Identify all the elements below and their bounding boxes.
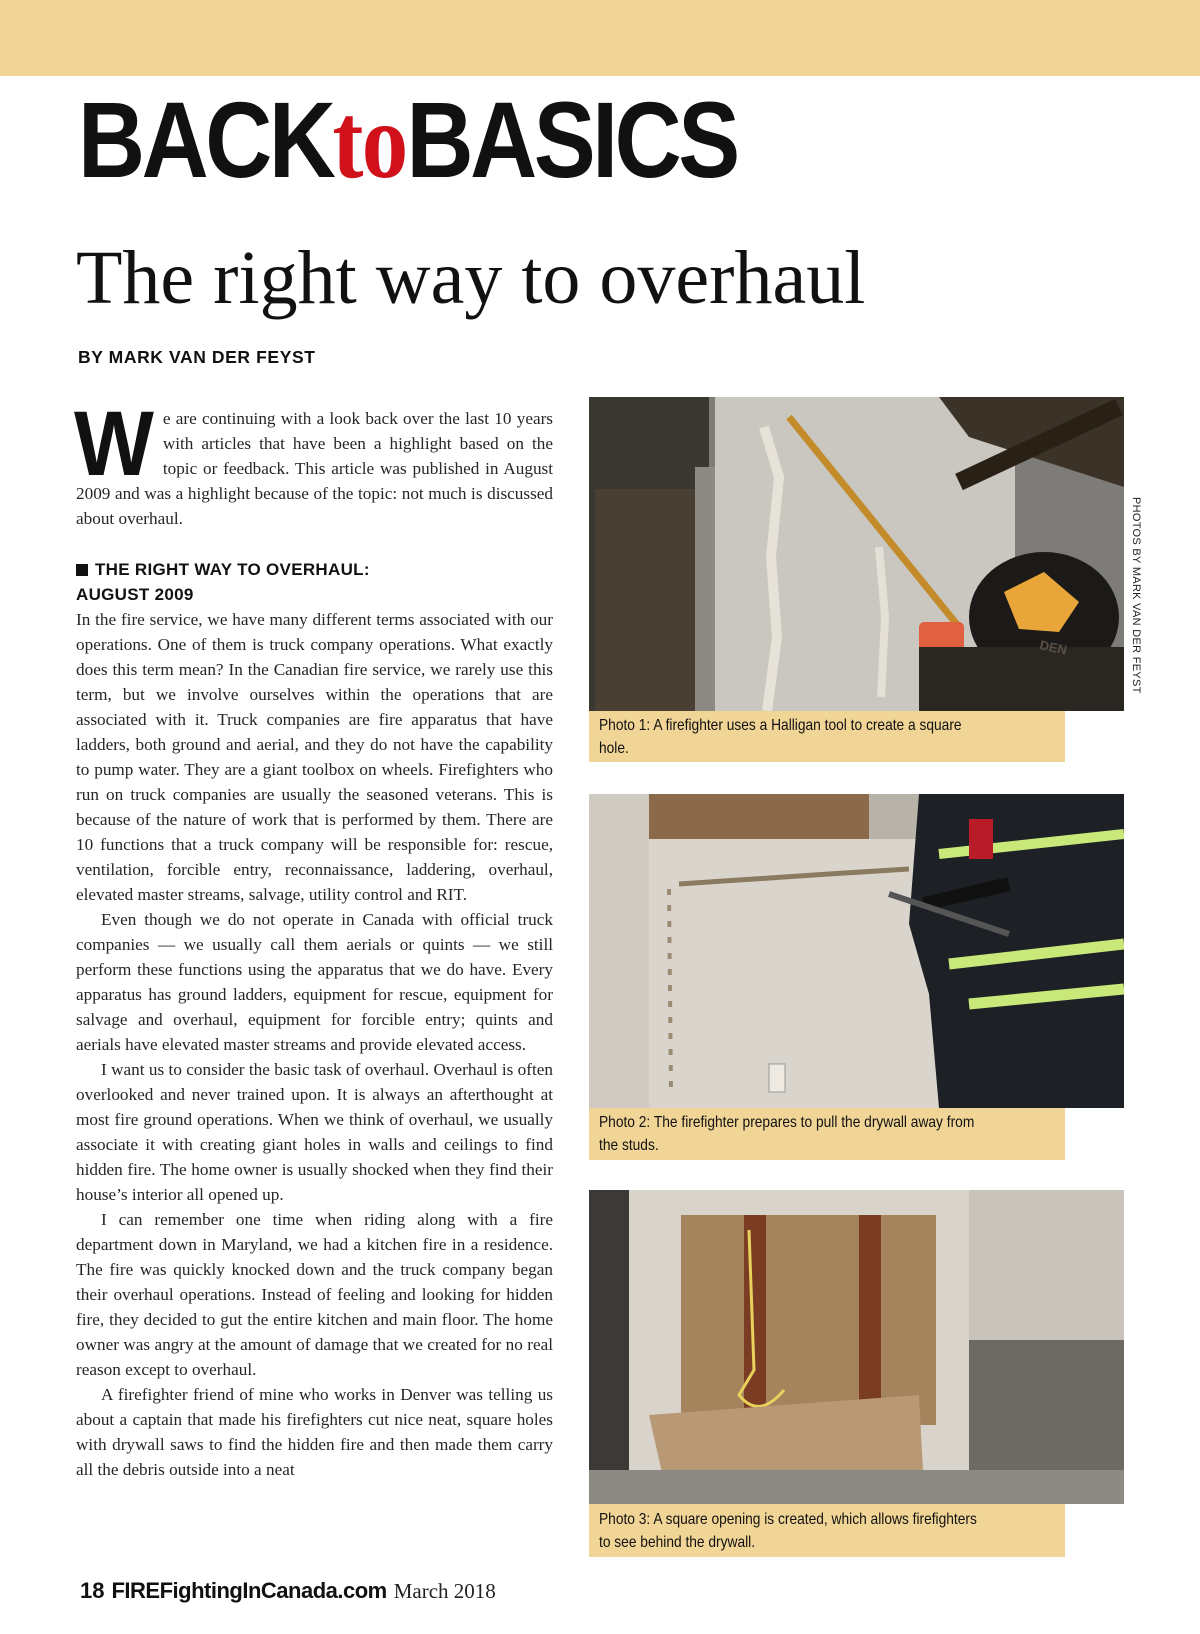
body-paragraph: I want us to consider the basic task of overhaul. Overhaul is often overlooked and never trained upon. It is always an afterthought at most fire ground operations. When we think of overhaul, we usually associate it with creating giant holes in walls and ceilings to find hidden fire. The home owner is usually shocked when they find their house’s interior all opened up. bbox=[76, 1060, 553, 1204]
article-body bbox=[74, 393, 553, 1482]
intro-paragraph bbox=[74, 393, 553, 531]
bullet-square-icon bbox=[76, 564, 88, 576]
body-paragraph: I can remember one time when riding along with a fire department down in Maryland, we had a kitchen fire in a residence. The fire was quickly knocked down and the truck company began their overhaul operations. Instead of feeling and looking for hidden fire, they decided to gut the entire kitchen and main floor. The home owner was angry at the amount of damage that we created for no real reason except to overhaul. bbox=[76, 1210, 553, 1379]
photo-3-caption bbox=[589, 1504, 1065, 1557]
page-number: 18 bbox=[80, 1578, 105, 1603]
subhead bbox=[76, 557, 553, 582]
top-color-band bbox=[0, 0, 1200, 76]
byline: BY MARK VAN DER FEYST bbox=[78, 347, 316, 367]
helmet-text: DEN bbox=[1038, 637, 1069, 658]
section-title-basics: BASICS bbox=[406, 79, 737, 200]
section-title bbox=[78, 79, 737, 201]
body-paragraph: Even though we do not operate in Canada with official truck companies — we usually call them aerials or quints — we still perform these functions using the apparatus that we do have. Every apparatus has ground ladders, equipment for rescue, equipment for salvage and overhaul, equipment for forcible entry; quints and aerials have elevated master streams and provide elevated access. bbox=[76, 910, 553, 1054]
photo-1 bbox=[589, 397, 1124, 711]
page-footer bbox=[80, 1578, 496, 1604]
body-paragraph: A firefighter friend of mine who works in Denver was telling us about a captain that made his firefighters cut nice neat, square holes with drywall saws to find the hidden fire and then made them carry all the debris outside into a neat bbox=[76, 1385, 553, 1479]
footer-date: March 2018 bbox=[393, 1579, 496, 1603]
drop-cap: W bbox=[74, 393, 154, 495]
photo-credit: PHOTOS BY MARK VAN DER FEYST bbox=[1130, 497, 1142, 694]
footer-site: FIREFightingInCanada.com bbox=[111, 1578, 387, 1603]
body-paragraph: In the fire service, we have many different terms associated with our operations. One of them is truck company operations. What exactly does this term mean? In the Canadian fire service, we rarely use this term, but we involve ourselves within the operations that are associated with it. Truck companies are fire apparatus that have ladders, both ground and aerial, and they do not have the capability to pump water. They are a giant toolbox on wheels. Firefighters who run on truck companies are usually the seasoned veterans. This is because of the nature of work that is performed by them. There are 10 functions that a truck company will be responsible for: rescue, ventilation, forcible entry, reconnaissance, laddering, overhaul, elevated master streams, salvage, utility control and RIT. bbox=[76, 610, 553, 904]
photo-1-caption bbox=[589, 711, 1065, 762]
section-title-to: to bbox=[332, 82, 407, 201]
photo-2-caption-text: Photo 2: The firefighter prepares to pull the drywall away from the studs. bbox=[599, 1114, 975, 1154]
photo-1-caption-text: Photo 1: A firefighter uses a Halligan tool to create a square hole. bbox=[599, 716, 962, 757]
article-headline: The right way to overhaul bbox=[76, 236, 866, 320]
photo-2-caption bbox=[589, 1108, 1065, 1160]
photo-3-caption-text: Photo 3: A square opening is created, which allows firefighters to see behind the drywall. bbox=[599, 1510, 977, 1551]
subhead-date: AUGUST 2009 bbox=[76, 585, 194, 604]
photo-2 bbox=[589, 794, 1124, 1108]
photo-3 bbox=[589, 1190, 1124, 1504]
section-title-back: BACK bbox=[78, 79, 333, 200]
intro-text: e are continuing with a look back over the last 10 years with articles that have been a highlight based on the topic or feedback. This article was published in August 2009 and was a highlight because of the topic: not much is discussed about overhaul. bbox=[76, 409, 553, 528]
subhead-line-1: THE RIGHT WAY TO OVERHAUL: bbox=[95, 560, 370, 579]
